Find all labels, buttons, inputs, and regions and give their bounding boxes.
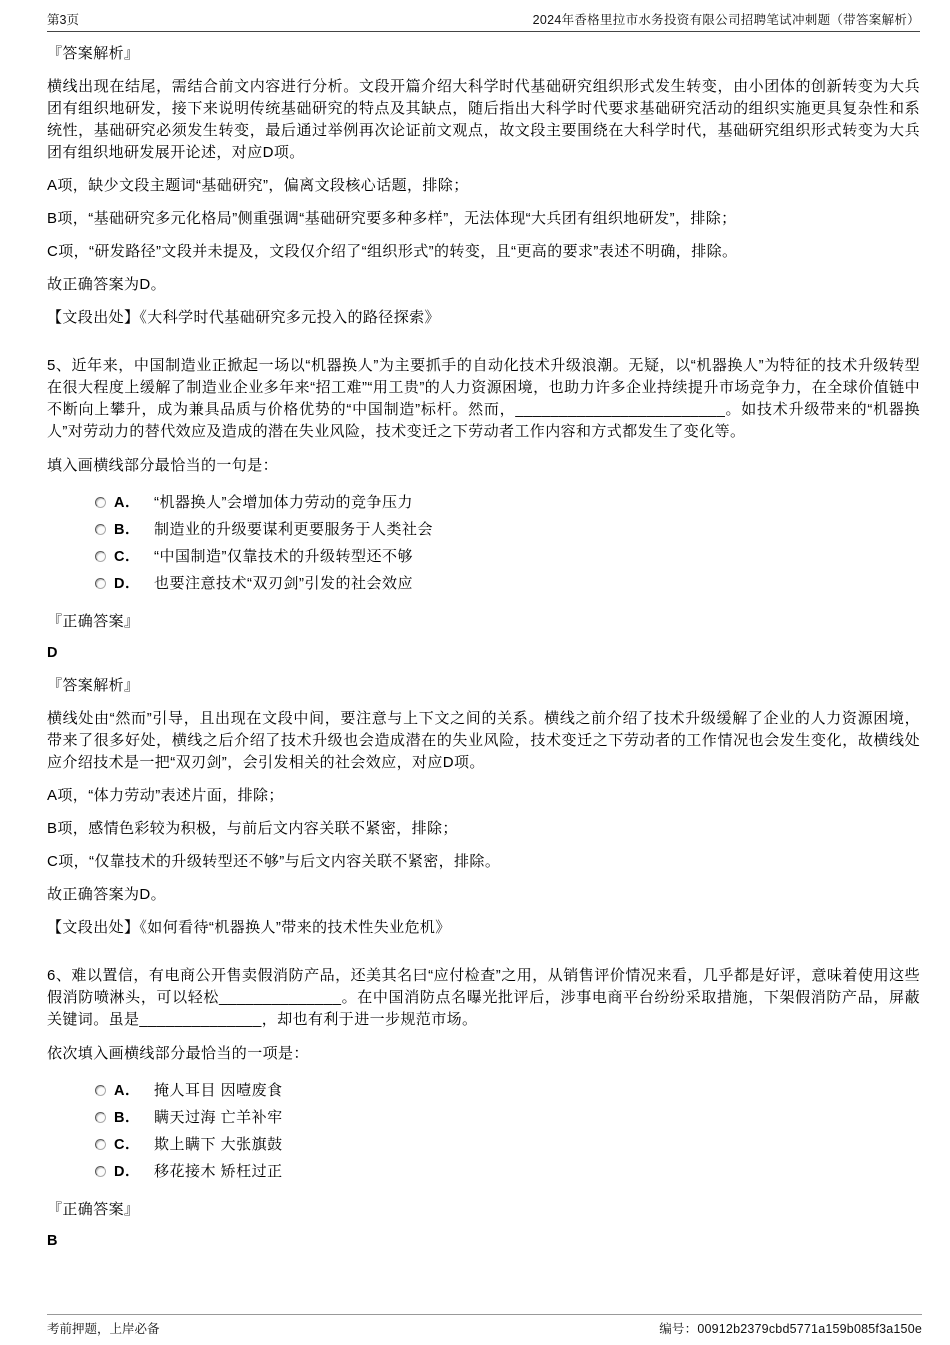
radio-button-icon[interactable] xyxy=(95,1139,106,1150)
option-c-comment: C项，“研发路径”文段并未提及，文段仅介绍了“组织形式”的转变，且“更高的要求”表述不明确，排除。 xyxy=(47,243,738,260)
question-5-options xyxy=(95,489,920,597)
footer-slogan: 考前押题，上岸必备 xyxy=(47,1322,160,1336)
document-title: 2024年香格里拉市水务投资有限公司招聘笔试冲刺题（带答案解析） xyxy=(532,13,920,27)
option-b-comment: B项，“基础研究多元化格局”侧重强调“基础研究要多种多样”，无法体现“大兵团有组织地研发”，排除； xyxy=(47,210,737,227)
option-letter: B． xyxy=(114,1109,140,1126)
analysis-paragraph: 横线出现在结尾，需结合前文内容进行分析。文段开篇介绍大科学时代基础研究组织形式发生转变，由小团体的创新转变为大兵团有组织地研发，接下来说明传统基础研究的特点及其缺点，随后指出大科学时代要求基础研究活动的组织实施更具复杂性和系统性，基础研究必须发生转变，最后通过举例再次论证前文观点，故文段主要围绕在大科学时代，基础研究组织形式转变为大兵团有组织地研发展开论述，对应D项。 xyxy=(47,78,920,161)
question-6-prompt: 依次填入画横线部分最恰当的一项是： xyxy=(47,1045,309,1062)
passage-source: 【文段出处】《大科学时代基础研究多元投入的路径探索》 xyxy=(47,309,440,326)
radio-button-icon[interactable] xyxy=(95,578,106,589)
correct-answer-statement: 故正确答案为D。 xyxy=(47,276,167,293)
page-number: 第3页 xyxy=(47,13,79,27)
footer-serial-number: 编号：00912b2379cbd5771a159b085f3a150e xyxy=(659,1322,922,1336)
page-header xyxy=(47,0,920,32)
radio-button-icon[interactable] xyxy=(95,1112,106,1123)
question-5-option-b[interactable] xyxy=(95,516,920,543)
question-5-option-c[interactable] xyxy=(95,543,920,570)
page-footer xyxy=(47,1314,922,1337)
option-text: 欺上瞒下 大张旗鼓 xyxy=(153,1135,283,1153)
radio-button-icon[interactable] xyxy=(95,524,106,535)
question-5-prompt: 填入画横线部分最恰当的一句是： xyxy=(47,457,279,474)
question-6-stem: 6、难以置信，有电商公开售卖假消防产品，还美其名曰“应付检查”之用，从销售评价情况来看，几乎都是好评，意味着使用这些假消防喷淋头，可以轻松______________。在中国消防点名曝光批评后，涉事电商平台纷纷采取措施，下架假消防产品，屏蔽关键词。虽是______________，却也有利于进一步规范市场。 xyxy=(47,967,920,1028)
radio-button-icon[interactable] xyxy=(95,551,106,562)
option-a-comment: A项，“体力劳动”表述片面，排除； xyxy=(47,787,284,804)
option-text: 移花接木 矫枉过正 xyxy=(153,1162,283,1180)
question-5-stem: 5、近年来，中国制造业正掀起一场以“机器换人”为主要抓手的自动化技术升级浪潮。无疑，以“机器换人”为特征的技术升级转型在很大程度上缓解了制造业企业多年来“招工难”“用工贵”的人力资源困境，也助力许多企业持续提升市场竞争力，在全球价值链中不断向上攀升，成为兼具品质与价格优势的“中国制造”标杆。然而，________________________。如技术升级带来的“机器换人”对劳动力的替代效应及造成的潜在失业风险，技术变迁之下劳动者工作内容和方式都发生了变化等。 xyxy=(47,357,920,440)
question-6-option-d[interactable] xyxy=(95,1158,920,1185)
correct-answer-letter: B xyxy=(47,1233,58,1249)
page-content xyxy=(47,32,920,1263)
option-c-comment: C项，“仅靠技术的升级转型还不够”与后文内容关联不紧密，排除。 xyxy=(47,853,501,870)
option-b-comment: B项，感情色彩较为积极，与前后文内容关联不紧密，排除； xyxy=(47,820,458,837)
option-text: 也要注意技术“双刃剑”引发的社会效应 xyxy=(153,574,413,592)
option-text: “中国制造”仅靠技术的升级转型还不够 xyxy=(153,547,413,565)
question-5-answer-block xyxy=(47,611,920,696)
radio-button-icon[interactable] xyxy=(95,497,106,508)
question-5-option-a[interactable] xyxy=(95,489,920,516)
correct-answer-header: 『正确答案』 xyxy=(47,613,140,630)
option-letter: A． xyxy=(114,1082,140,1099)
question-6-answer-block xyxy=(47,1199,920,1252)
option-text: 掩人耳目 因噎废食 xyxy=(153,1081,283,1099)
option-letter: C． xyxy=(114,1136,140,1153)
option-letter: D． xyxy=(114,1163,140,1180)
question-5-analysis: 横线处由“然而”引导，且出现在文段中间，要注意与上下文之间的关系。横线之前介绍了技术升级缓解了企业的人力资源困境，带来了很多好处，横线之后介绍了技术升级也会造成潜在的失业风险，技术变迁之下劳动者的工作情况也会发生变化，故横线处应介绍技术是一把“双刃剑”，会引发相关的社会效应，对应D项。 xyxy=(47,710,920,771)
option-text: 制造业的升级要谋利更要服务于人类社会 xyxy=(153,520,433,538)
radio-button-icon[interactable] xyxy=(95,1166,106,1177)
question-6-option-a[interactable] xyxy=(95,1077,920,1104)
option-a-comment: A项，缺少文段主题词“基础研究”，偏离文段核心话题，排除； xyxy=(47,177,469,194)
option-text: “机器换人”会增加体力劳动的竞争压力 xyxy=(153,493,413,511)
option-text: 瞒天过海 亡羊补牢 xyxy=(153,1108,283,1126)
radio-button-icon[interactable] xyxy=(95,1085,106,1096)
question-6-option-c[interactable] xyxy=(95,1131,920,1158)
correct-answer-letter: D xyxy=(47,645,58,661)
question-5-option-d[interactable] xyxy=(95,570,920,597)
question-6-options xyxy=(95,1077,920,1185)
correct-answer-header: 『正确答案』 xyxy=(47,1201,140,1218)
correct-answer-statement: 故正确答案为D。 xyxy=(47,886,167,903)
passage-source: 【文段出处】《如何看待“机器换人”带来的技术性失业危机》 xyxy=(47,919,451,936)
question-6-option-b[interactable] xyxy=(95,1104,920,1131)
option-letter: A． xyxy=(114,494,140,511)
option-letter: D． xyxy=(114,575,140,592)
analysis-header: 『答案解析』 xyxy=(47,45,140,62)
option-letter: C． xyxy=(114,548,140,565)
analysis-header: 『答案解析』 xyxy=(47,677,140,694)
option-letter: B． xyxy=(114,521,140,538)
